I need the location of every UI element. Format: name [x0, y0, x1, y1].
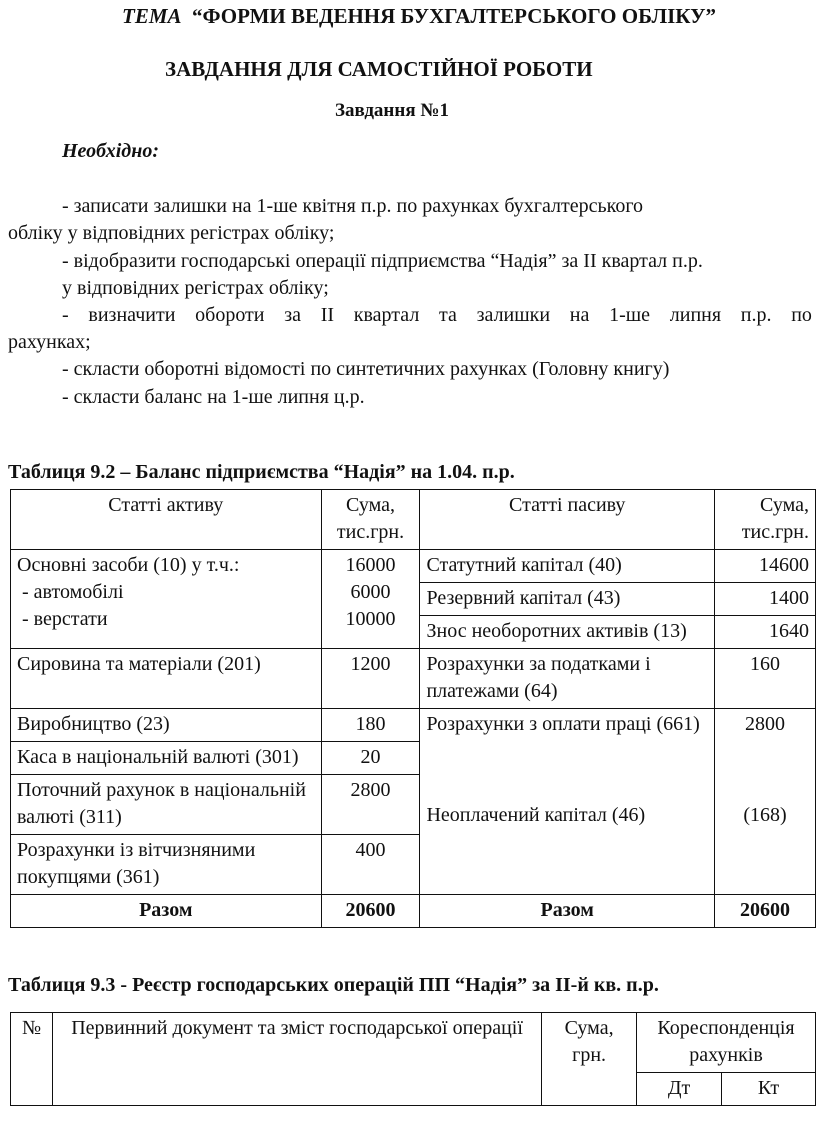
asset-fixed-label: Основні засоби (10) у т.ч.: - автомобілі - верстати	[11, 550, 322, 649]
liability-depreciation-label: Знос необоротних активів (13)	[420, 616, 715, 649]
liability-statutory-value: 14600	[715, 550, 816, 583]
asset-cash-value: 20	[321, 742, 420, 775]
table-total-row	[11, 895, 816, 928]
asset-fixed-value: 16000 6000 10000	[321, 550, 420, 649]
table-header-row	[11, 1013, 816, 1073]
asset-total-label: Разом	[11, 895, 322, 928]
header-debit: Дт	[637, 1073, 722, 1106]
instruction-line-justified: - визначити обороти за ІІ квартал та залишки на 1-ше липня п.р. по	[62, 304, 812, 326]
liability-wages-label: Розрахунки з оплати праці (661)	[420, 709, 715, 775]
instruction-line: рахунках;	[8, 331, 91, 353]
header-sum: Сума, грн.	[542, 1013, 637, 1106]
table-row	[11, 775, 816, 835]
instruction-line: - відобразити господарські операції підприємства “Надія” за ІІ квартал п.р.	[62, 250, 703, 272]
header-asset-sum: Сума, тис.грн.	[321, 490, 420, 550]
table-92-caption: Таблиця 9.2 – Баланс підприємства “Надія” на 1.04. п.р.	[8, 461, 515, 483]
header-document: Первинний документ та зміст господарської операції	[52, 1013, 541, 1106]
asset-cash-label: Каса в національній валюті (301)	[11, 742, 322, 775]
balance-table	[10, 489, 816, 928]
header-correspondence: Кореспонденція рахунків	[637, 1013, 816, 1073]
liability-taxes-label: Розрахунки за податками і платежами (64)	[420, 649, 715, 709]
asset-account-label: Поточний рахунок в національній валюті (311)	[11, 775, 322, 835]
liability-reserve-value: 1400	[715, 583, 816, 616]
asset-production-value: 180	[321, 709, 420, 742]
table-93-caption: Таблиця 9.3 - Реєстр господарських операцій ПП “Надія” за ІІ-й кв. п.р.	[8, 974, 659, 996]
asset-receivables-label: Розрахунки із вітчизняними покупцями (361)	[11, 835, 322, 895]
asset-production-label: Виробництво (23)	[11, 709, 322, 742]
asset-total-value: 20600	[321, 895, 420, 928]
liability-unpaid-label: Неоплачений капітал (46)	[420, 775, 715, 895]
operations-register-table	[10, 1012, 816, 1106]
liability-reserve-label: Резервний капітал (43)	[420, 583, 715, 616]
liability-wages-value: 2800	[715, 709, 816, 775]
header-credit: Кт	[722, 1073, 816, 1106]
liability-total-label: Разом	[420, 895, 715, 928]
table-row	[11, 649, 816, 709]
header-num: №	[11, 1013, 53, 1106]
asset-materials-value: 1200	[321, 649, 420, 709]
section-title: ЗАВДАННЯ ДЛЯ САМОСТІЙНОЇ РОБОТИ	[165, 57, 593, 81]
asset-materials-label: Сировина та матеріали (201)	[11, 649, 322, 709]
topic-label: ТЕМА	[122, 4, 182, 28]
header-liability-items: Статті пасиву	[420, 490, 715, 550]
liability-depreciation-value: 1640	[715, 616, 816, 649]
instruction-line: - скласти баланс на 1-ше липня ц.р.	[62, 386, 365, 408]
table-header-row	[11, 490, 816, 550]
asset-receivables-value: 400	[321, 835, 420, 895]
liability-statutory-label: Статутний капітал (40)	[420, 550, 715, 583]
topic-heading	[122, 4, 716, 29]
header-liability-sum: Сума, тис.грн.	[715, 490, 816, 550]
liability-total-value: 20600	[715, 895, 816, 928]
liability-unpaid-value: (168)	[715, 775, 816, 895]
table-row	[11, 709, 816, 742]
table-row	[11, 550, 816, 583]
instruction-line: - записати залишки на 1-ше квітня п.р. по рахунках бухгалтерського	[62, 195, 644, 217]
instruction-line: - скласти оборотні відомості по синтетичних рахунках (Головну книгу)	[62, 358, 670, 380]
liability-taxes-value: 160	[715, 649, 816, 709]
header-asset-items: Статті активу	[11, 490, 322, 550]
asset-account-value: 2800	[321, 775, 420, 835]
instruction-line: у відповідних регістрах обліку;	[62, 277, 329, 299]
topic-title: “ФОРМИ ВЕДЕННЯ БУХГАЛТЕРСЬКОГО ОБЛІКУ”	[192, 4, 716, 28]
required-label: Необхідно:	[62, 140, 159, 162]
instruction-line: обліку у відповідних регістрах обліку;	[8, 222, 335, 244]
task-title: Завдання №1	[335, 100, 449, 121]
